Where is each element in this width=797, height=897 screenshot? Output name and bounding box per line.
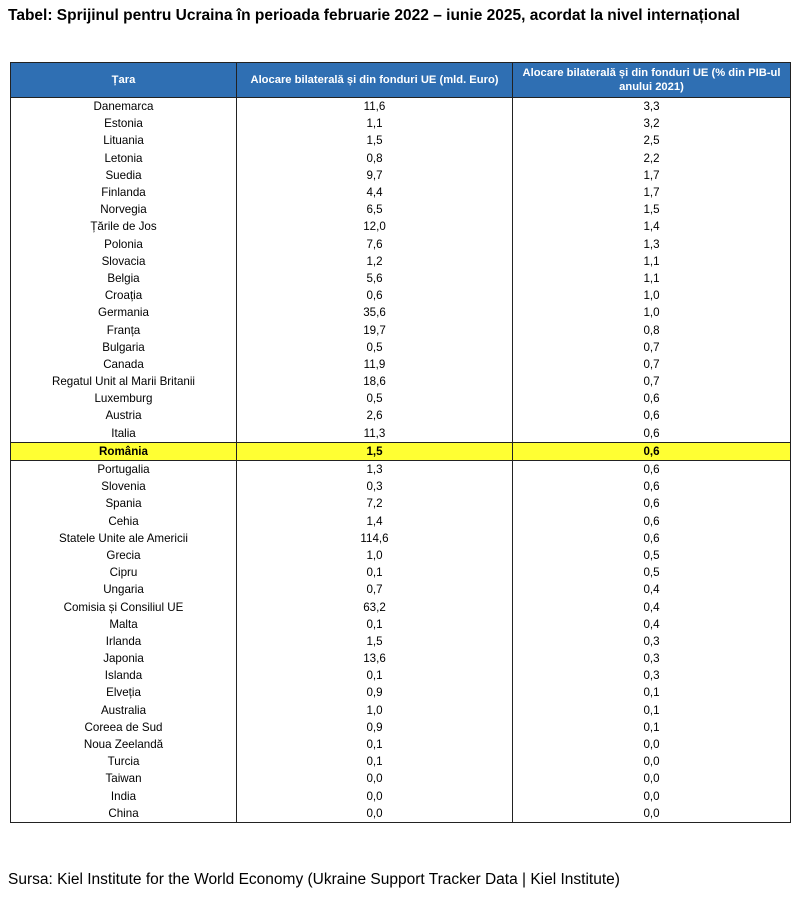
table-row xyxy=(11,304,791,321)
allocation-eur-cell: 1,3 xyxy=(237,460,513,478)
allocation-gdp-cell: 0,4 xyxy=(513,616,791,633)
country-cell: Germania xyxy=(11,304,237,321)
allocation-gdp-cell: 0,3 xyxy=(513,633,791,650)
table-row xyxy=(11,425,791,443)
table-row xyxy=(11,150,791,167)
allocation-gdp-cell: 1,5 xyxy=(513,201,791,218)
allocation-eur-cell: 0,9 xyxy=(237,719,513,736)
country-cell: Coreea de Sud xyxy=(11,719,237,736)
allocation-gdp-cell: 0,6 xyxy=(513,513,791,530)
table-body xyxy=(11,98,791,823)
allocation-eur-cell: 0,0 xyxy=(237,805,513,823)
table-row xyxy=(11,650,791,667)
allocation-gdp-cell: 1,1 xyxy=(513,253,791,270)
allocation-gdp-cell: 0,0 xyxy=(513,805,791,823)
country-cell: Austria xyxy=(11,407,237,424)
country-cell: Irlanda xyxy=(11,633,237,650)
country-cell: Polonia xyxy=(11,236,237,253)
allocation-eur-cell: 0,5 xyxy=(237,390,513,407)
allocation-gdp-cell: 2,2 xyxy=(513,150,791,167)
country-cell: Turcia xyxy=(11,753,237,770)
country-cell: Slovacia xyxy=(11,253,237,270)
allocation-eur-cell: 2,6 xyxy=(237,407,513,424)
country-cell: Italia xyxy=(11,425,237,443)
table-header-row xyxy=(11,63,791,98)
allocation-eur-cell: 1,5 xyxy=(237,442,513,460)
allocation-eur-cell: 0,8 xyxy=(237,150,513,167)
table-row xyxy=(11,616,791,633)
column-header-allocation-eur: Alocare bilaterală și din fonduri UE (mld. Euro) xyxy=(237,63,513,98)
table-title: Tabel: Sprijinul pentru Ucraina în perioada februarie 2022 – iunie 2025, acordat la nivel internațional xyxy=(8,7,740,24)
allocation-eur-cell: 7,2 xyxy=(237,495,513,512)
table-row xyxy=(11,184,791,201)
allocation-gdp-cell: 0,8 xyxy=(513,321,791,338)
allocation-eur-cell: 18,6 xyxy=(237,373,513,390)
allocation-eur-cell: 9,7 xyxy=(237,167,513,184)
allocation-gdp-cell: 0,0 xyxy=(513,788,791,805)
country-cell: Comisia și Consiliul UE xyxy=(11,598,237,615)
table-row xyxy=(11,788,791,805)
table-row xyxy=(11,98,791,116)
allocation-eur-cell: 1,2 xyxy=(237,253,513,270)
allocation-eur-cell: 1,0 xyxy=(237,702,513,719)
table-row xyxy=(11,115,791,132)
allocation-eur-cell: 0,1 xyxy=(237,564,513,581)
table-row xyxy=(11,218,791,235)
allocation-eur-cell: 5,6 xyxy=(237,270,513,287)
table-row xyxy=(11,530,791,547)
allocation-eur-cell: 0,1 xyxy=(237,616,513,633)
country-cell: Portugalia xyxy=(11,460,237,478)
allocation-gdp-cell: 0,1 xyxy=(513,719,791,736)
table-row xyxy=(11,805,791,823)
country-cell: Cehia xyxy=(11,513,237,530)
allocation-gdp-cell: 1,7 xyxy=(513,167,791,184)
country-cell: Belgia xyxy=(11,270,237,287)
country-cell: Estonia xyxy=(11,115,237,132)
allocation-eur-cell: 0,9 xyxy=(237,684,513,701)
country-cell: România xyxy=(11,442,237,460)
country-cell: Suedia xyxy=(11,167,237,184)
country-cell: Statele Unite ale Americii xyxy=(11,530,237,547)
column-header-allocation-gdp: Alocare bilaterală și din fonduri UE (% din PIB-ul anului 2021) xyxy=(513,63,791,98)
country-cell: Norvegia xyxy=(11,201,237,218)
table-row xyxy=(11,356,791,373)
allocation-eur-cell: 6,5 xyxy=(237,201,513,218)
country-cell: Spania xyxy=(11,495,237,512)
allocation-eur-cell: 4,4 xyxy=(237,184,513,201)
country-cell: Canada xyxy=(11,356,237,373)
allocation-gdp-cell: 0,6 xyxy=(513,495,791,512)
country-cell: Japonia xyxy=(11,650,237,667)
allocation-eur-cell: 0,5 xyxy=(237,339,513,356)
allocation-eur-cell: 13,6 xyxy=(237,650,513,667)
allocation-gdp-cell: 0,0 xyxy=(513,770,791,787)
allocation-gdp-cell: 0,5 xyxy=(513,547,791,564)
allocation-gdp-cell: 0,6 xyxy=(513,478,791,495)
allocation-gdp-cell: 0,6 xyxy=(513,407,791,424)
allocation-eur-cell: 0,6 xyxy=(237,287,513,304)
allocation-gdp-cell: 0,1 xyxy=(513,684,791,701)
table-row xyxy=(11,407,791,424)
country-cell: Danemarca xyxy=(11,98,237,116)
country-cell: Slovenia xyxy=(11,478,237,495)
country-cell: Ungaria xyxy=(11,581,237,598)
allocation-gdp-cell: 0,6 xyxy=(513,390,791,407)
table-row-highlighted xyxy=(11,442,791,460)
allocation-gdp-cell: 1,3 xyxy=(513,236,791,253)
allocation-gdp-cell: 2,5 xyxy=(513,132,791,149)
allocation-eur-cell: 19,7 xyxy=(237,321,513,338)
table-row xyxy=(11,287,791,304)
country-cell: Australia xyxy=(11,702,237,719)
allocation-eur-cell: 1,4 xyxy=(237,513,513,530)
allocation-eur-cell: 0,1 xyxy=(237,736,513,753)
table-row xyxy=(11,339,791,356)
table-row xyxy=(11,667,791,684)
allocation-gdp-cell: 0,7 xyxy=(513,339,791,356)
table-row xyxy=(11,478,791,495)
allocation-gdp-cell: 0,1 xyxy=(513,702,791,719)
country-cell: Malta xyxy=(11,616,237,633)
allocation-gdp-cell: 0,4 xyxy=(513,581,791,598)
country-cell: Țările de Jos xyxy=(11,218,237,235)
allocation-eur-cell: 0,1 xyxy=(237,667,513,684)
allocation-eur-cell: 12,0 xyxy=(237,218,513,235)
allocation-gdp-cell: 0,6 xyxy=(513,530,791,547)
table-row xyxy=(11,719,791,736)
allocation-eur-cell: 1,0 xyxy=(237,547,513,564)
table-row xyxy=(11,598,791,615)
country-cell: Noua Zeelandă xyxy=(11,736,237,753)
table-row xyxy=(11,236,791,253)
table-row xyxy=(11,167,791,184)
source-note: Sursa: Kiel Institute for the World Economy (Ukraine Support Tracker Data | Kiel Institute) xyxy=(8,871,620,888)
country-cell: Elveția xyxy=(11,684,237,701)
country-cell: Grecia xyxy=(11,547,237,564)
allocation-gdp-cell: 1,0 xyxy=(513,304,791,321)
table-row xyxy=(11,460,791,478)
allocation-eur-cell: 0,0 xyxy=(237,770,513,787)
allocation-gdp-cell: 3,2 xyxy=(513,115,791,132)
table-row xyxy=(11,581,791,598)
allocation-eur-cell: 114,6 xyxy=(237,530,513,547)
country-cell: India xyxy=(11,788,237,805)
allocation-gdp-cell: 0,0 xyxy=(513,736,791,753)
country-cell: Lituania xyxy=(11,132,237,149)
allocation-gdp-cell: 1,1 xyxy=(513,270,791,287)
allocation-gdp-cell: 0,6 xyxy=(513,442,791,460)
country-cell: Franța xyxy=(11,321,237,338)
table-row xyxy=(11,736,791,753)
country-cell: Finlanda xyxy=(11,184,237,201)
table-row xyxy=(11,373,791,390)
table-row xyxy=(11,495,791,512)
allocation-gdp-cell: 3,3 xyxy=(513,98,791,116)
table-row xyxy=(11,702,791,719)
country-cell: Cipru xyxy=(11,564,237,581)
table-row xyxy=(11,270,791,287)
allocation-gdp-cell: 0,7 xyxy=(513,356,791,373)
table-row xyxy=(11,253,791,270)
table-row xyxy=(11,770,791,787)
table-row xyxy=(11,390,791,407)
allocation-gdp-cell: 0,3 xyxy=(513,650,791,667)
allocation-gdp-cell: 0,6 xyxy=(513,425,791,443)
allocation-eur-cell: 63,2 xyxy=(237,598,513,615)
table-row xyxy=(11,201,791,218)
allocation-eur-cell: 1,5 xyxy=(237,132,513,149)
allocation-gdp-cell: 0,4 xyxy=(513,598,791,615)
allocation-eur-cell: 11,9 xyxy=(237,356,513,373)
country-cell: Letonia xyxy=(11,150,237,167)
country-cell: Regatul Unit al Marii Britanii xyxy=(11,373,237,390)
country-cell: Islanda xyxy=(11,667,237,684)
table-row xyxy=(11,547,791,564)
allocation-eur-cell: 1,5 xyxy=(237,633,513,650)
allocation-gdp-cell: 0,7 xyxy=(513,373,791,390)
allocation-eur-cell: 11,6 xyxy=(237,98,513,116)
allocation-eur-cell: 7,6 xyxy=(237,236,513,253)
table-row xyxy=(11,753,791,770)
allocation-gdp-cell: 1,4 xyxy=(513,218,791,235)
country-cell: Taiwan xyxy=(11,770,237,787)
table-row xyxy=(11,633,791,650)
allocation-eur-cell: 1,1 xyxy=(237,115,513,132)
table-row xyxy=(11,132,791,149)
table-row xyxy=(11,513,791,530)
allocation-eur-cell: 35,6 xyxy=(237,304,513,321)
country-cell: Bulgaria xyxy=(11,339,237,356)
allocation-eur-cell: 0,0 xyxy=(237,788,513,805)
allocation-eur-cell: 0,1 xyxy=(237,753,513,770)
allocation-gdp-cell: 0,5 xyxy=(513,564,791,581)
table-row xyxy=(11,321,791,338)
allocation-gdp-cell: 0,3 xyxy=(513,667,791,684)
allocation-eur-cell: 0,3 xyxy=(237,478,513,495)
support-table xyxy=(10,62,791,823)
allocation-gdp-cell: 0,6 xyxy=(513,460,791,478)
allocation-eur-cell: 0,7 xyxy=(237,581,513,598)
table-row xyxy=(11,564,791,581)
table-row xyxy=(11,684,791,701)
column-header-country: Țara xyxy=(11,63,237,98)
allocation-gdp-cell: 0,0 xyxy=(513,753,791,770)
country-cell: China xyxy=(11,805,237,823)
allocation-eur-cell: 11,3 xyxy=(237,425,513,443)
country-cell: Luxemburg xyxy=(11,390,237,407)
allocation-gdp-cell: 1,7 xyxy=(513,184,791,201)
allocation-gdp-cell: 1,0 xyxy=(513,287,791,304)
country-cell: Croația xyxy=(11,287,237,304)
